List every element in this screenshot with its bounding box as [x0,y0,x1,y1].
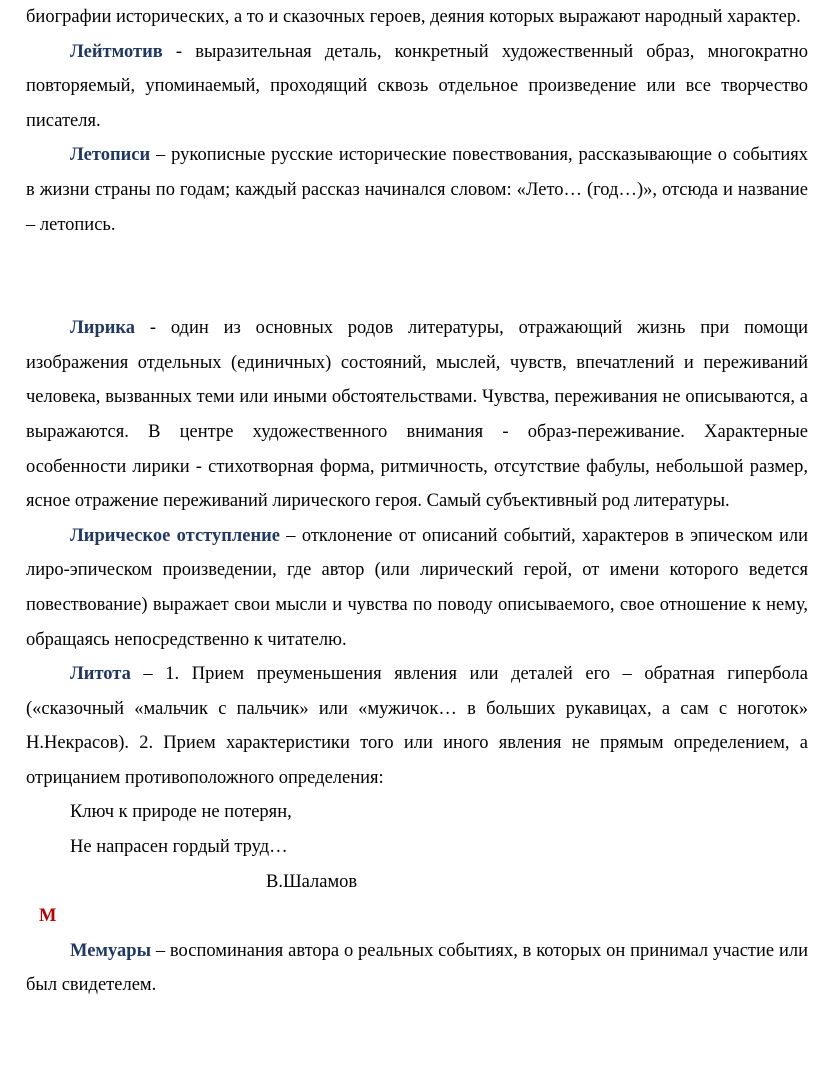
term-letopisi: Летописи [70,145,151,166]
blank-gap [26,242,808,311]
term-otstuplenie: Лирическое отступление [70,525,281,546]
definition-otstuplenie: – отклонение от описаний событий, характеров в эпическом или лиро-эпическом произведении, где автор (или лирический герой, от имени которого ведется повествование) выражает свои мысли и чувства по поводу описываемого, свое отношение к нему, обращаясь непосредственно к читателю. [26,525,808,650]
entry-memoirs [26,934,808,1003]
term-memoirs: Мемуары [70,940,152,961]
entry-letopisi [26,138,808,242]
entry-leitmotiv [26,35,808,139]
term-litota: Литота [70,664,131,685]
term-lirika: Лирика [70,318,136,339]
poem-line-2: Не напрасен гордый труд… [70,837,288,858]
intro-paragraph: биографии исторических, а то и сказочных героев, деяния которых выражают народный характер. [26,7,801,27]
entry-litota [26,657,808,795]
section-letter: М [39,906,57,927]
entry-lirika [26,311,808,519]
definition-lirika: - один из основных родов литературы, отражающий жизнь при помощи изображения отдельных (единичных) состояний, мыслей, чувств, впечатлений и переживаний человека, вызванных теми или иными обстоятельствами. Чувства, переживания не описываются, а выражаются. В центре художественного внимания - образ-переживание. Характерные особенности лирики - стихотворная форма, ритмичность, отсутствие фабулы, небольшой размер, ясное отражение переживаний лирического героя. Самый субъективный род литературы. [26,318,808,512]
definition-leitmotiv: - выразительная деталь, конкретный художественный образ, многократно повторяемый, упоминаемый, проходящий сквозь отдельное произведение или все творчество писателя. [26,41,808,131]
poem-author: В.Шаламов [266,871,358,892]
entry-otstuplenie [26,519,808,657]
poem-line-1: Ключ к природе не потерян, [70,802,292,823]
definition-memoirs: – воспоминания автора о реальных событиях, в которых он принимал участие или был свидетелем. [26,940,808,996]
definition-litota: – 1. Прием преуменьшения явления или деталей его – обратная гипербола («сказочный «мальчик с пальчик» или «мужичок… в больших рукавицах, а сам с ноготок» Н.Некрасов). 2. Прием характеристики того или иного явления не прямым определением, а отрицанием противоположного определения: [26,664,808,788]
term-leitmotiv: Лейтмотив [70,41,163,62]
definition-letopisi: – рукописные русские исторические повествования, рассказывающие о событиях в жизни страны по годам; каждый рассказ начинался словом: «Лето… (год…)», отсюда и название – летопись. [26,145,808,235]
